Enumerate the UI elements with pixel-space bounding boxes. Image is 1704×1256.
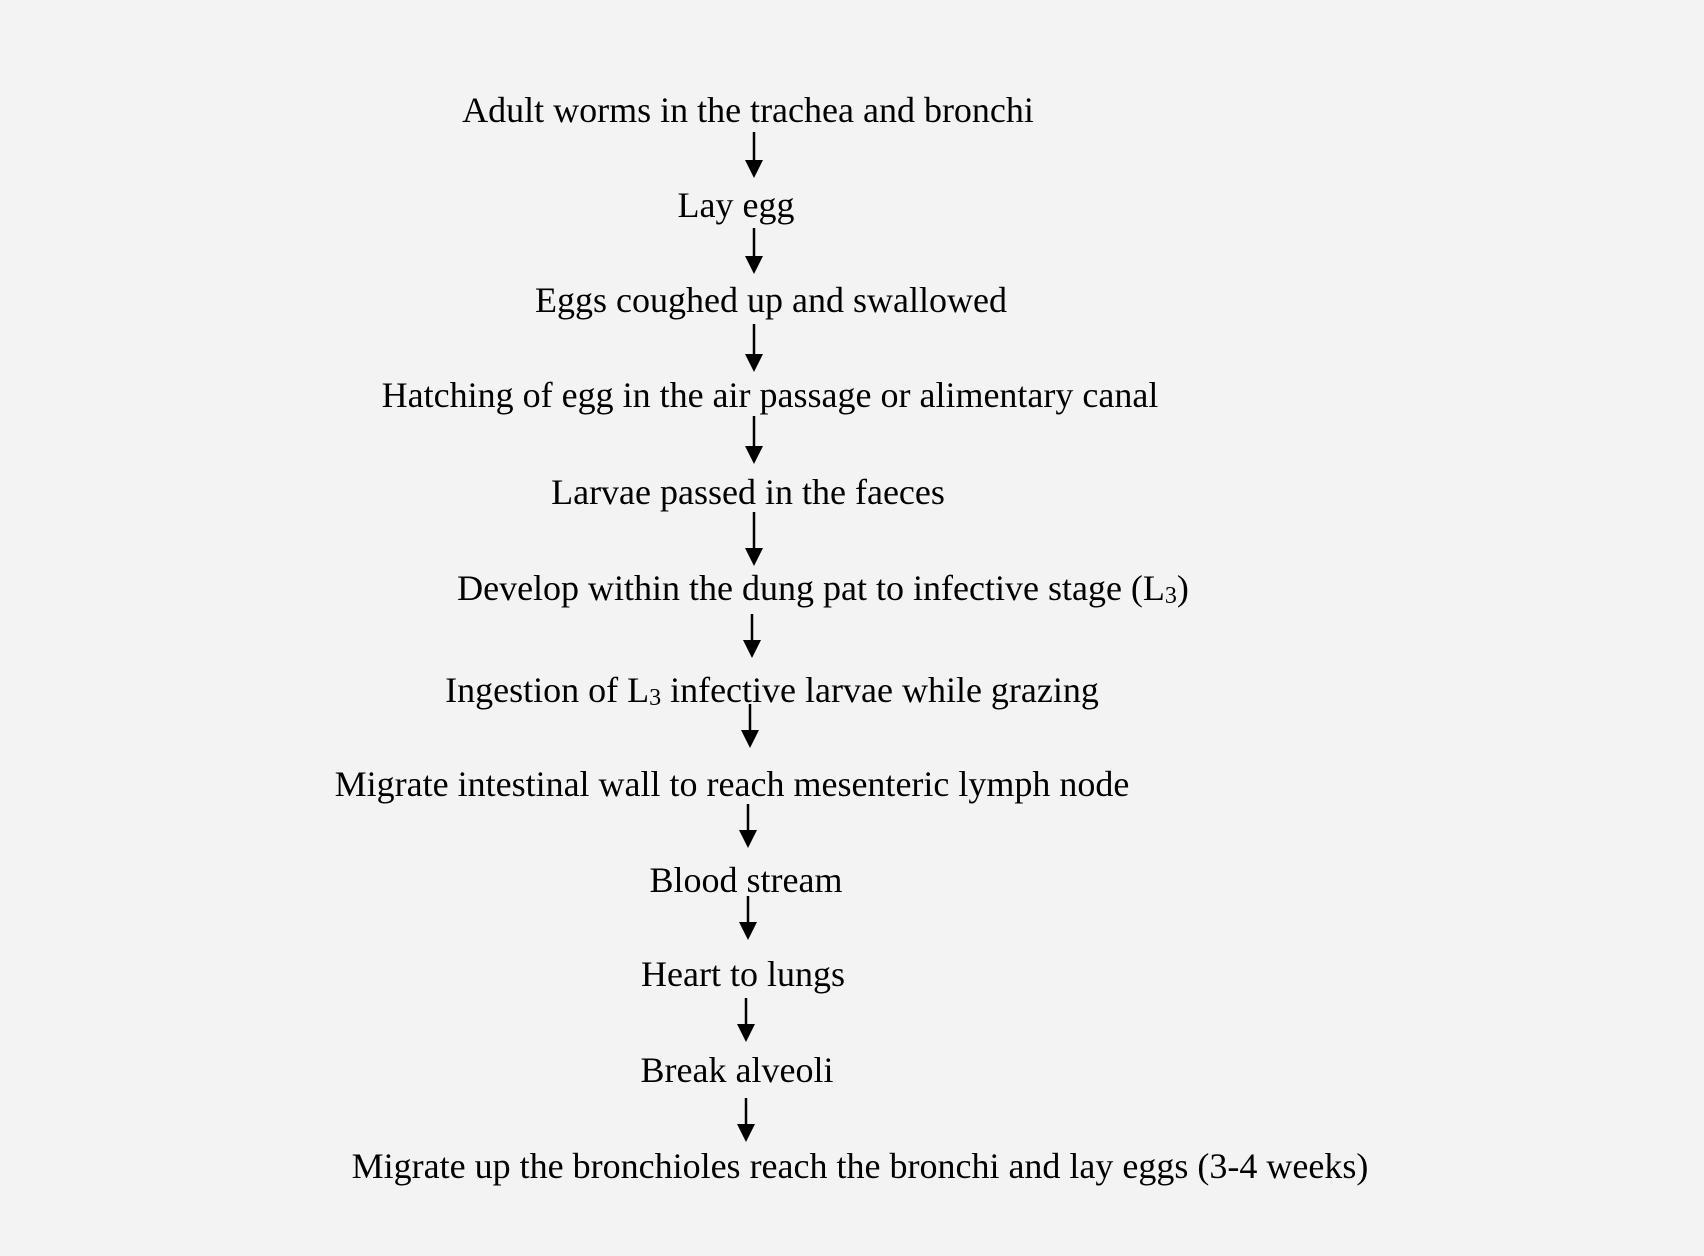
step-ingestion-rest: infective larvae while grazing (661, 670, 1099, 710)
step-develop-text: Develop within the dung pat to infective stage (L (457, 568, 1165, 608)
step-ingestion (445, 670, 1099, 710)
step-hatching: Hatching of egg in the air passage or alimentary canal (381, 375, 1159, 415)
arrow-3 (745, 324, 763, 372)
step-develop-subscript: 3 (1164, 583, 1177, 609)
step-blood-stream: Blood stream (649, 860, 843, 900)
arrow-4 (745, 416, 763, 464)
arrow-2 (745, 228, 763, 274)
arrow-8 (739, 804, 757, 848)
step-heart-lungs: Heart to lungs (641, 954, 845, 994)
step-develop-dung-pat (457, 568, 1189, 608)
step-eggs-coughed: Eggs coughed up and swallowed (535, 280, 1007, 320)
arrow-10 (737, 998, 755, 1042)
step-break-alveoli: Break alveoli (640, 1050, 834, 1090)
step-ingestion-text: Ingestion of L (445, 670, 650, 710)
step-adult-worms: Adult worms in the trachea and bronchi (462, 90, 1034, 130)
arrow-7 (741, 704, 759, 748)
step-migrate-intestinal: Migrate intestinal wall to reach mesenteric lymph node (334, 764, 1130, 804)
arrow-9 (739, 896, 757, 940)
arrow-5 (745, 512, 763, 566)
arrow-11 (737, 1098, 755, 1142)
step-larvae-faeces: Larvae passed in the faeces (551, 472, 945, 512)
step-develop-close: ) (1176, 568, 1189, 608)
step-lay-egg: Lay egg (677, 185, 795, 225)
step-ingestion-subscript: 3 (649, 685, 662, 711)
arrow-1 (745, 132, 763, 178)
arrow-6 (743, 614, 761, 658)
step-migrate-bronchioles: Migrate up the bronchioles reach the bronchi and lay eggs (3-4 weeks) (351, 1146, 1369, 1186)
